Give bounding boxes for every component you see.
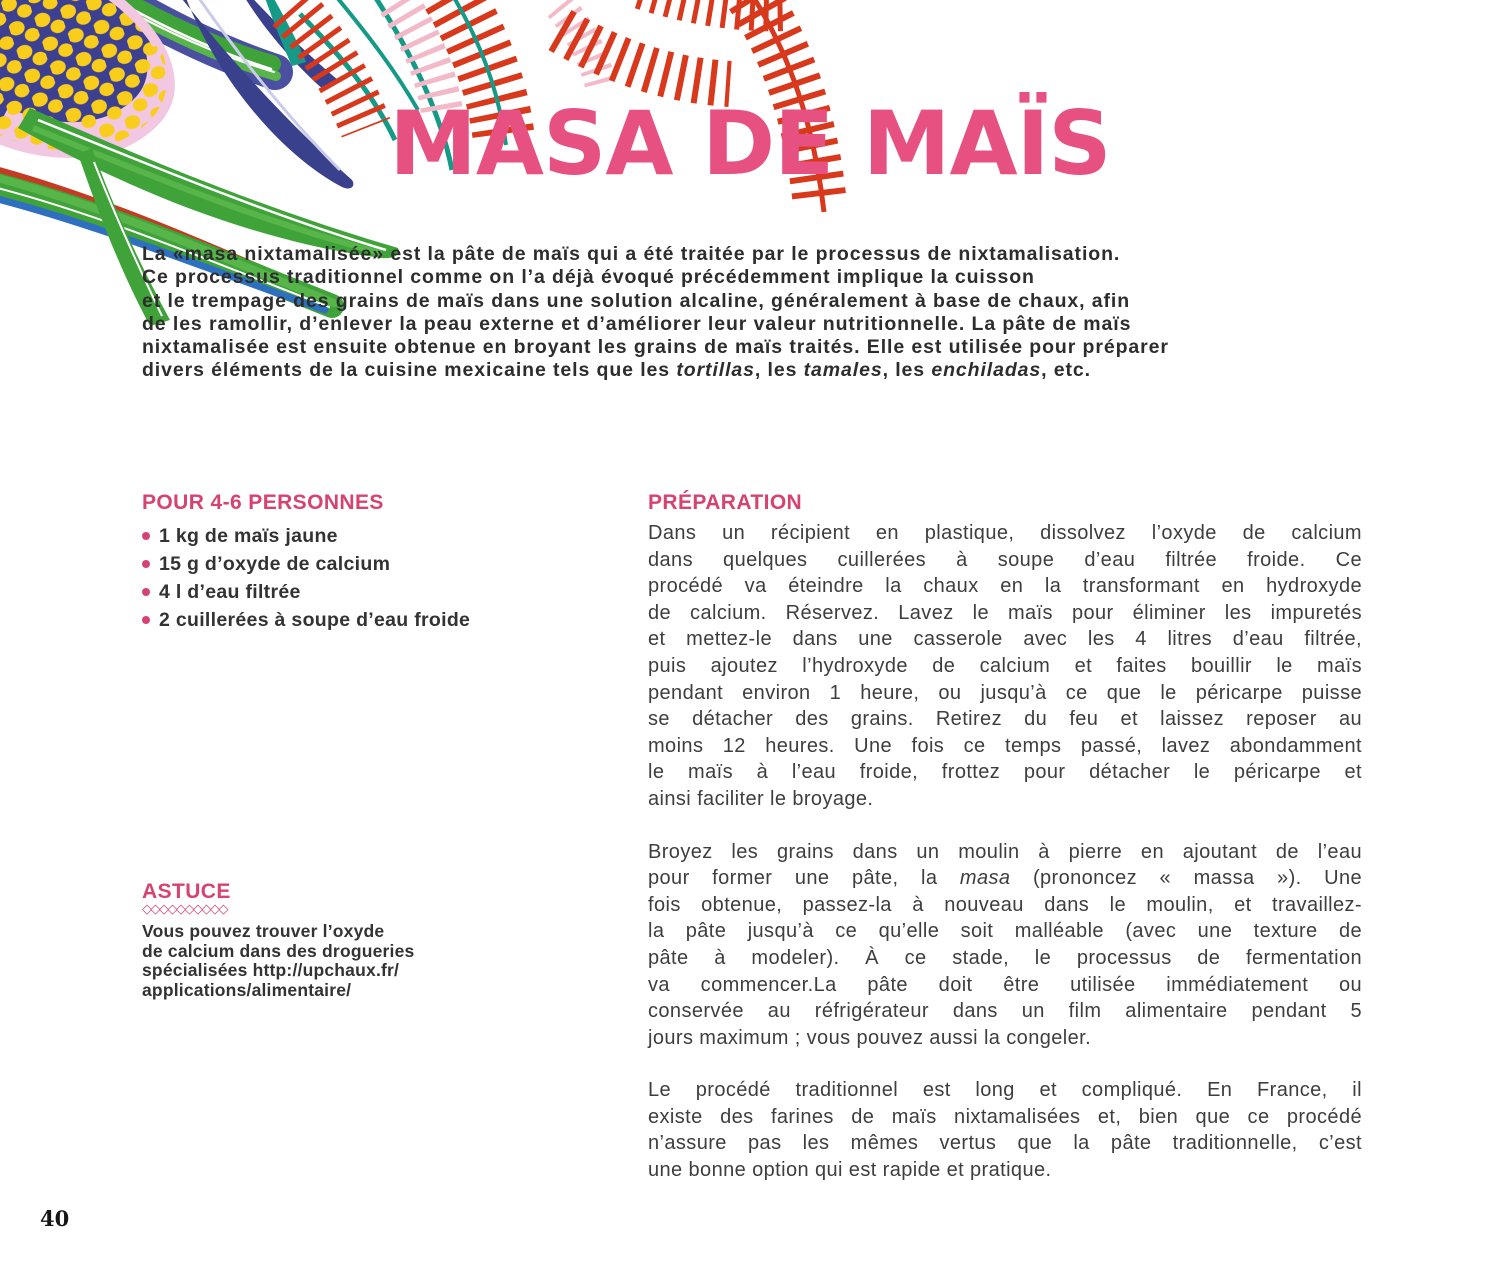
- body-line: de calcium. Réservez. Lavez le maïs pour éliminer les impuretés: [648, 601, 1362, 624]
- ingredient-item: 4 l d’eau filtrée: [142, 578, 470, 606]
- body-line: fois obtenue, passez-la à nouveau dans le moulin, et travaillez-: [648, 893, 1362, 916]
- body-line: conservée au réfrigérateur dans un film alimentaire pendant 5: [648, 1000, 1362, 1023]
- tip-line: Vous pouvez trouver l’oxyde: [142, 921, 385, 941]
- bullet-dot-icon: [142, 616, 150, 624]
- bullet-dot-icon: [142, 588, 150, 596]
- tip-section: [142, 880, 414, 1000]
- body-line: puis ajoutez l’hydroxyde de calcium et faites bouillir le maïs: [648, 654, 1362, 677]
- body-line: pâte à modeler). À ce stade, le processus de fermentation: [648, 946, 1362, 969]
- servings-heading: POUR 4-6 PERSONNES: [142, 491, 384, 514]
- body-line: procédé va éteindre la chaux en la transformant en hydroxyde: [648, 575, 1362, 598]
- page-number: 40: [40, 1206, 70, 1231]
- body-line: Le procédé traditionnel est long et compliqué. En France, il: [648, 1079, 1362, 1102]
- ingredients-list: [142, 522, 470, 634]
- tip-line: spécialisées http://upchaux.fr/: [142, 960, 400, 980]
- preparation-heading: PRÉPARATION: [648, 491, 803, 514]
- bullet-dot-icon: [142, 532, 150, 540]
- intro-paragraph: [142, 243, 1169, 383]
- preparation-paragraph-2: [648, 839, 1362, 1052]
- preparation-paragraph-1: [648, 520, 1362, 813]
- page-title: MASA DE MAÏS: [389, 92, 1111, 195]
- ingredient-item: 15 g d’oxyde de calcium: [142, 550, 470, 578]
- body-line: une bonne option qui est rapide et pratique.: [648, 1159, 1052, 1182]
- body-line: existe des farines de maïs nixtamalisées et, bien que ce procédé: [648, 1105, 1362, 1128]
- body-line: moins 12 heures. Une fois ce temps passé, lavez abondamment: [648, 734, 1362, 757]
- body-line: le maïs à l’eau froide, frottez pour détacher le péricarpe et: [648, 761, 1362, 784]
- body-line: et mettez-le dans une casserole avec les 4 litres d’eau filtrée,: [648, 628, 1362, 651]
- ingredients-section: [142, 491, 470, 634]
- tip-line: de calcium dans des drogueries: [142, 940, 415, 961]
- body-line: Broyez les grains dans un moulin à pierre en ajoutant de l’eau: [648, 840, 1362, 863]
- body-line: va commencer.La pâte doit être utilisée immédiatement ou: [648, 973, 1362, 996]
- bullet-dot-icon: [142, 560, 150, 568]
- body-line: pour former une pâte, la masa (prononcez « massa »). Une: [648, 867, 1363, 890]
- body-line: la pâte jusqu’à ce qu’elle soit malléable (avec une texture de: [648, 920, 1362, 943]
- intro-line: La «masa nixtamalisée» est la pâte de maïs qui a été traitée par le processus de nixtamalisation.: [142, 243, 1121, 265]
- tip-heading: ASTUCE: [142, 880, 231, 903]
- body-line: dans quelques cuillerées à soupe d’eau filtrée froide. Ce: [648, 548, 1362, 571]
- intro-line: Ce processus traditionnel comme on l’a déjà évoqué précédemment implique la cuisson: [142, 266, 1035, 289]
- tip-line: applications/alimentaire/: [142, 979, 352, 1000]
- body-line: n’assure pas les mêmes vertus que la pâte traditionnelle, c’est: [648, 1132, 1362, 1155]
- body-line: se détacher des grains. Retirez du feu et laissez reposer au: [648, 708, 1362, 731]
- preparation-paragraph-3: [648, 1077, 1362, 1183]
- body-line: pendant environ 1 heure, ou jusqu’à ce que le péricarpe puisse: [648, 681, 1362, 704]
- diamond-divider-icon: ◇◇◇◇◇◇◇◇◇◇: [142, 902, 227, 917]
- intro-line: de les ramollir, d’enlever la peau externe et d’améliorer leur valeur nutritionnelle. La pâte de maïs: [142, 312, 1132, 335]
- intro-line: divers éléments de la cuisine mexicaine tels que les tortillas, les tamales, les enchiladas, etc.: [142, 359, 1091, 382]
- intro-line: et le trempage des grains de maïs dans une solution alcaline, généralement à base de chaux, afin: [142, 289, 1131, 312]
- intro-line: nixtamalisée est ensuite obtenue en broyant les grains de maïs traités. Elle est utilisée pour préparer: [142, 336, 1169, 359]
- ingredient-item: 1 kg de maïs jaune: [142, 522, 470, 550]
- ingredient-item: 2 cuillerées à soupe d’eau froide: [142, 606, 470, 634]
- body-line: Dans un récipient en plastique, dissolvez l’oxyde de calcium: [648, 522, 1362, 544]
- body-line: ainsi faciliter le broyage.: [648, 787, 874, 810]
- body-line: jours maximum ; vous pouvez aussi la congeler.: [648, 1026, 1092, 1049]
- preparation-section: [648, 491, 1362, 1184]
